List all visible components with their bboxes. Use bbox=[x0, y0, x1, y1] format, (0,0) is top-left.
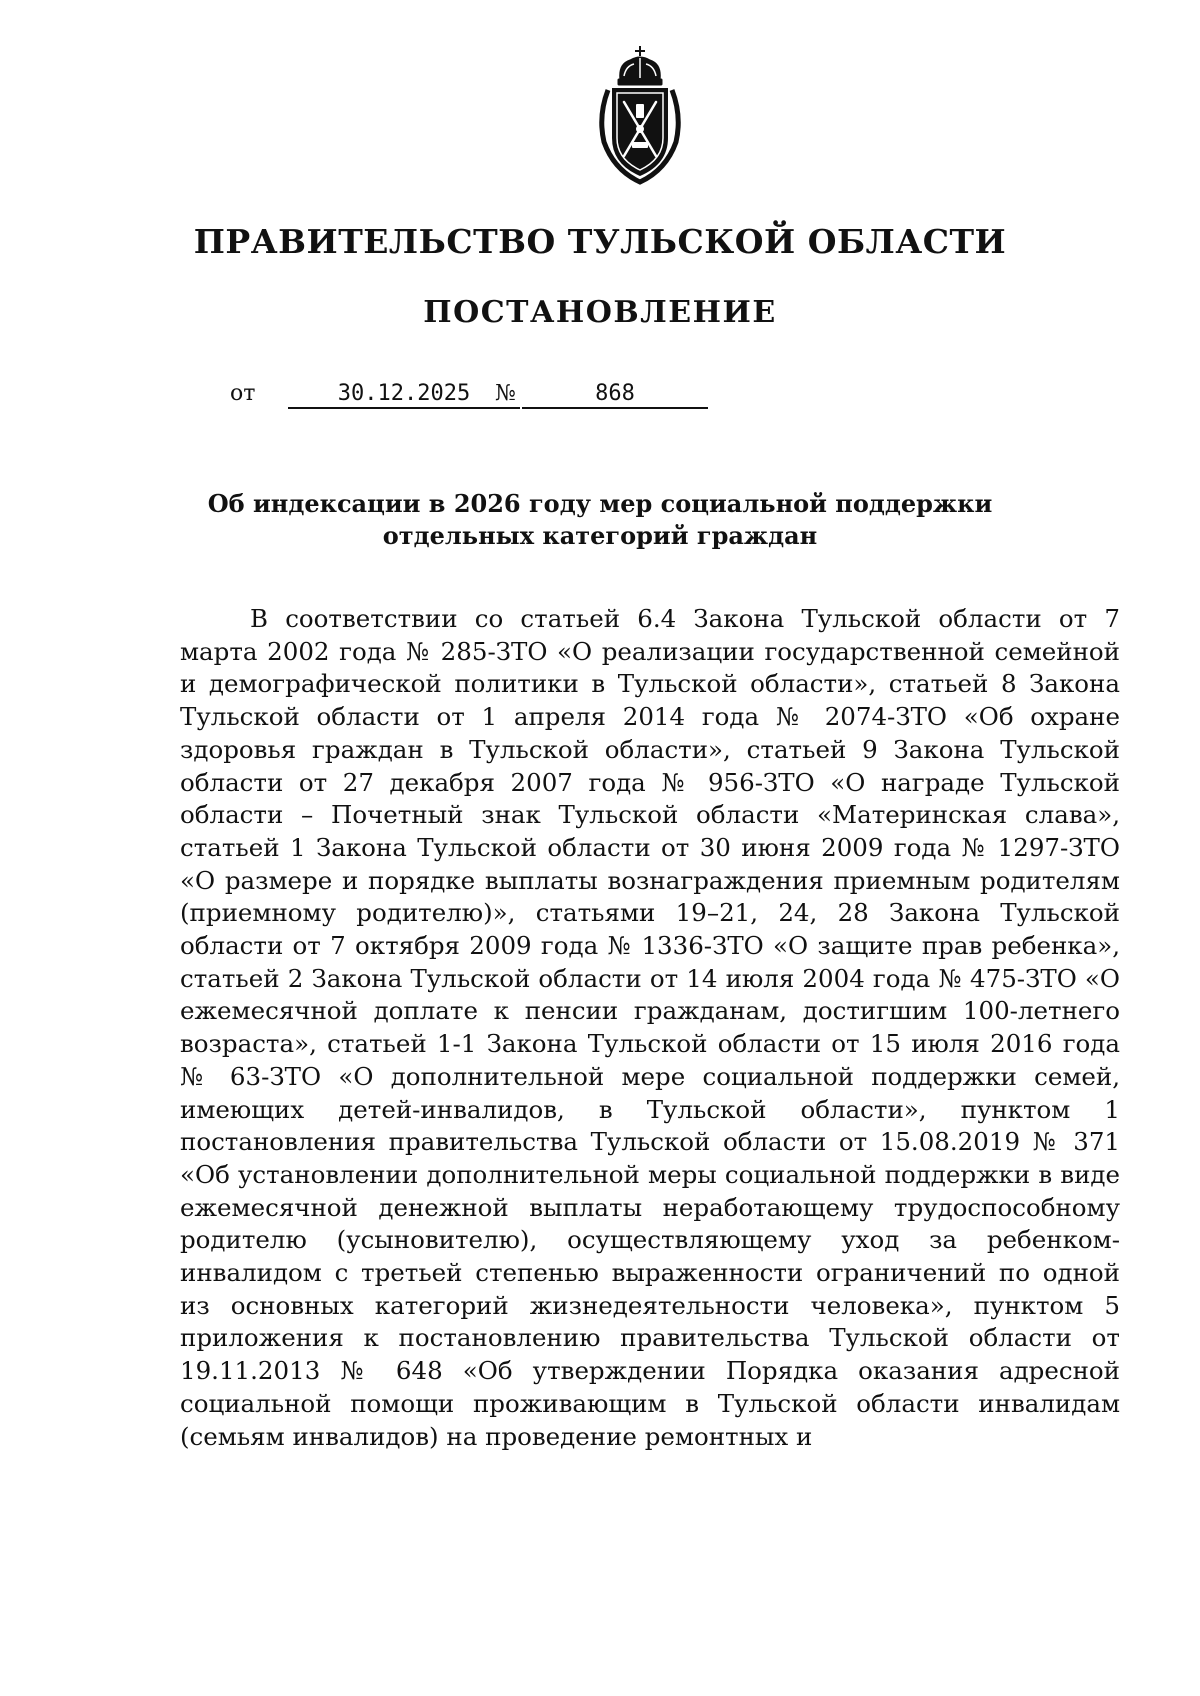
document-number: 868 bbox=[522, 381, 708, 409]
government-name: ПРАВИТЕЛЬСТВО ТУЛЬСКОЙ ОБЛАСТИ bbox=[193, 222, 1007, 261]
document-date: 30.12.2025 bbox=[288, 381, 520, 409]
coat-of-arms-icon bbox=[594, 46, 686, 186]
document-subject bbox=[0, 488, 1200, 552]
subject-line-2: отдельных категорий граждан bbox=[382, 521, 818, 550]
document-body bbox=[180, 603, 1120, 1453]
number-prefix: № bbox=[495, 381, 516, 406]
document-type: ПОСТАНОВЛЕНИЕ bbox=[423, 295, 777, 330]
date-prefix: от bbox=[230, 381, 256, 406]
crown-icon bbox=[618, 46, 662, 85]
body-paragraph: В соответствии со статьей 6.4 Закона Тульской области от 7 марта 2002 года № 285-ЗТО «О реализации государственной семейной и демографической политики в Тульской области», статьей 8 Закона Тульской области от 1 апреля 2014 года № 2074-ЗТО «Об охране здоровья граждан в Тульской области», статьей 9 Закона Тульской области от 27 декабря 2007 года № 956-ЗТО «О награде Тульской области – Почетный знак Тульской области «Материнская слава», статьей 1 Закона Тульской области от 30 июня 2009 года № 1297-ЗТО «О размере и порядке выплаты вознаграждения приемным родителям (приемному родителю)», статьями 19–21, 24, 28 Закона Тульской области от 7 октября 2009 года № 1336-ЗТО «О защите прав ребенка», статьей 2 Закона Тульской области от 14 июля 2004 года № 475-ЗТО «О ежемесячной доплате к пенсии гражданам, достигшим 100-летнего возраста», статьей 1-1 Закона Тульской области от 15 июля 2016 года № 63-ЗТО «О дополнительной мере социальной поддержки семей, имеющих детей-инвалидов, в Тульской области», пунктом 1 постановления правительства Тульской области от 15.08.2019 № 371 «Об установлении дополнительной меры социальной поддержки в виде ежемесячной денежной выплаты неработающему трудоспособному родителю (усыновителю), осуществляющему уход за ребенком-инвалидом с третьей степенью выраженности ограничений по одной из основных категорий жизнедеятельности человека», пунктом 5 приложения к постановлению правительства Тульской области от 19.11.2013 № 648 «Об утверждении Порядка оказания адресной социальной помощи проживающим в Тульской области инвалидам (семьям инвалидов) на проведение ремонтных и bbox=[180, 604, 1120, 1451]
subject-line-1: Об индексации в 2026 году мер социальной поддержки bbox=[207, 489, 993, 518]
